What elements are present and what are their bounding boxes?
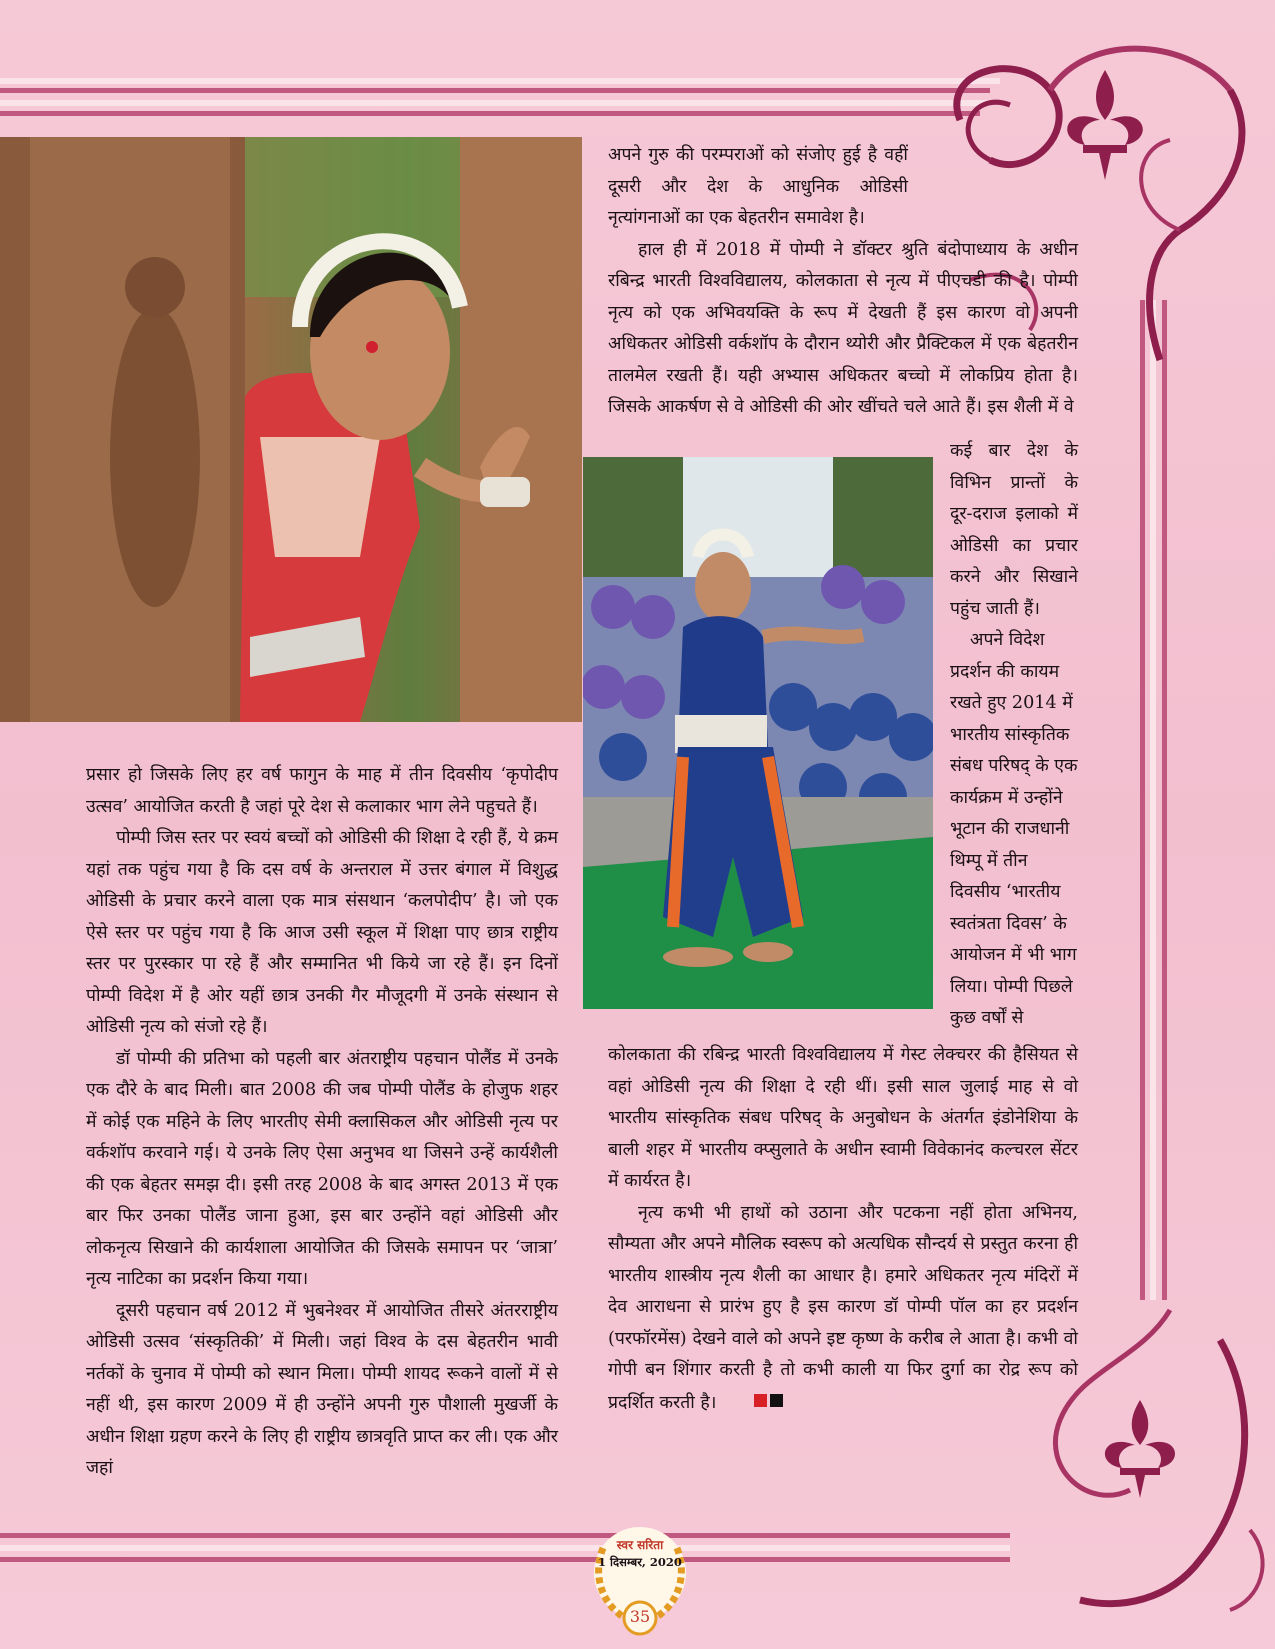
paragraph: पोम्पी जिस स्तर पर स्वयं बच्चों को ओडिसी की शिक्षा दे रही हैं, ये क्रम यहां तक पहुंच गया है कि दस वर्ष के अन्तराल में उत्तर बंगाल में विशुद्ध ओडिसी के प्रचार करने वाला एक मात्र संसथान ‘कलपोदीप’ है। जो एक ऐसे स्तर पर पहुंच गया है कि आज उसी स्कूल में शिक्षा पाए छात्र राष्ट्रीय स्तर पर पुरस्कार पा रहे हैं और सम्मानित भी किये जा रहे हैं। इन दिनों पोम्पी विदेश में है ओर यहीं छात्र उनकी गैर मौजूदगी में उनके संस्थान से ओडिसी नृत्य को संजो रहे हैं। xyxy=(86,828,558,1037)
paragraph: अपने गुरु की परम्पराओं को संजोए हुई है वहीं दूसरी और देश के आधुनिक ओडिसी नृत्यांगनाओं का एक बेहतरीन समावेश है। xyxy=(608,145,908,228)
paragraph: कोलकाता की रबिन्द्र भारती विश्वविद्यालय में गेस्ट लेक्चरर की हैसियत से वहां ओडिसी नृत्य की शिक्षा दे रही थीं। इसी साल जुलाई माह से वो भारतीय सांस्कृतिक संबध परिषद् के अनुबोधन के अंतर्गत इंडोनेशिया के बाली शहर में भारतीय क्प्सुलाते के अधीन स्वामी विवेकानंद कल्चरल सेंटर में कार्यरत है। xyxy=(608,1045,1078,1191)
issue-date: 1 दिसम्बर, 2020 xyxy=(598,1555,682,1569)
right-border-line xyxy=(1140,300,1145,1300)
right-column-bottom-text xyxy=(608,1040,1078,1419)
right-border-line-2 xyxy=(1162,300,1167,1300)
closing-text: नृत्य कभी भी हाथों को उठाना और पटकना नहीं होता अभिनय, सौम्यता और अपने मौलिक स्वरूप को अत्यधिक सौन्दर्य से प्रस्तुत करना ही भारतीय शास्त्रीय नृत्य शैली का आधार है। हमारे अधिकतर नृत्य मंदिरों में देव आराधना से प्रारंभ हुए है इस कारण डॉ पोम्पी पॉल का हर प्रदर्शन (परफॉरमेंस) देखने वाले को अपने इष्ट कृष्ण के करीब ले आता है। कभी वो गोपी बन शिंगार करती है तो कभी काली या फिर दुर्गा का रोद्र रूप को प्रदर्शित करती है। xyxy=(608,1202,1078,1413)
right-border-light xyxy=(1150,300,1156,1300)
end-of-article-marks xyxy=(724,1387,786,1419)
paragraph: डॉ पोम्पी की प्रतिभा को पहली बार अंतराष्ट्रीय पहचान पोलैंड में उनके एक दौरे के बाद मिली। बात 2008 की जब पोम्पी पोलैंड के होजुफ शहर में कोई एक महिने के लिए भारतीए सेमी क्लासिकल और ओडिसी नृत्य पर वर्कशॉप करवाने गई। ये उनके लिए ऐसा अनुभव था जिसने उन्हें कार्यशैली की एक बेहतर समझ दी। इसी तरह 2008 के बाद अगस्त 2013 में एक बार फिर उनका पोलैंड जाना हुआ, इस बार उन्होंने वहां ओडिसी और लोकनृत्य सिखाने की कार्यशाला आयोजित की जिसके समापन पर ‘जात्रा’ नृत्य नाटिका का प्रदर्शन किया गया। xyxy=(86,1048,558,1289)
top-border-line-2 xyxy=(0,111,980,116)
left-column-text xyxy=(86,760,558,1485)
paragraph xyxy=(608,1198,1078,1419)
right-column-top-text xyxy=(608,140,1078,424)
dancer-children-photo xyxy=(583,457,933,1009)
top-border-light xyxy=(0,78,1000,84)
magazine-name: स्वर सरिता xyxy=(616,1538,664,1552)
page-number: 35 xyxy=(629,1607,651,1626)
bottom-border-line-2 xyxy=(0,1557,1010,1562)
paragraph: प्रसार हो जिसके लिए हर वर्ष फागुन के माह में तीन दिवसीय ‘कृपोदीप उत्सव’ आयोजित करती है जहां पूरे देश से कलाकार भाग लेने पहुचते हैं। xyxy=(86,765,558,817)
dancer-temple-photo xyxy=(0,137,582,722)
paragraph: दूसरी पहचान वर्ष 2012 में भुबनेश्वर में आयोजित तीसरे अंतरराष्ट्रीय ओडिसी उत्सव ‘संस्कृतिकी’ में मिली। जहां विश्व के दस बेहतरीन भावी नर्तकों के चुनाव में पोम्पी को स्थान मिला। पोम्पी शायद रूकने वालों में से नहीं थी, इस कारण 2009 में ही उन्होंने अपनी गुरु पौशाली मुखर्जी के अधीन शिक्षा ग्रहण करने के लिए ही राष्ट्रीय छात्रवृति प्राप्त कर ली। एक और जहां xyxy=(86,1300,558,1478)
paragraph: अपने विदेश प्रदर्शन की कायम रखते हुए 2014 में भारतीय सांस्कृतिक संबध परिषद् के एक कार्यक्रम में उन्होंने भूटान की राजधानी थिम्पू में तीन दिवसीय ‘भारतीय स्वतंत्रता दिवस’ के आयोजन में भी भाग लिया। पोम्पी पिछले कुछ वर्षों से xyxy=(950,630,1078,1028)
right-narrow-column-text xyxy=(950,436,1078,1035)
paragraph: हाल ही में 2018 में पोम्पी ने डॉक्टर श्रुति बंदोपाध्याय के अधीन रबिन्द्र भारती विश्वविद्यालय, कोलकाता से नृत्य में पीएचडी की है। पोम्पी नृत्य को एक अभिवयक्ति के रूप में देखती हैं इस कारण वो अपनी अधिकतर ओडिसी वर्कशॉप के दौरान थ्योरी और प्रैक्टिकल में एक बेहतरीन तालमेल रखती हैं। यही अभ्यास अधिकतर बच्चो में लोकप्रिय होता है। जिसके आकर्षण से वे ओडिसी की ओर खींचते चले आते हैं। इस शैली में वे xyxy=(608,239,1078,417)
page-footer-badge xyxy=(585,1518,695,1636)
bottom-border-line xyxy=(0,1533,1010,1538)
top-border-light-2 xyxy=(0,100,990,106)
bottom-border-light xyxy=(0,1545,1010,1551)
top-border-line xyxy=(0,88,990,93)
paragraph: कई बार देश के विभिन प्रान्तों के दूर-दराज इलाको में ओडिसी का प्रचार करने और सिखाने पहुंच जाती हैं। xyxy=(950,441,1078,619)
